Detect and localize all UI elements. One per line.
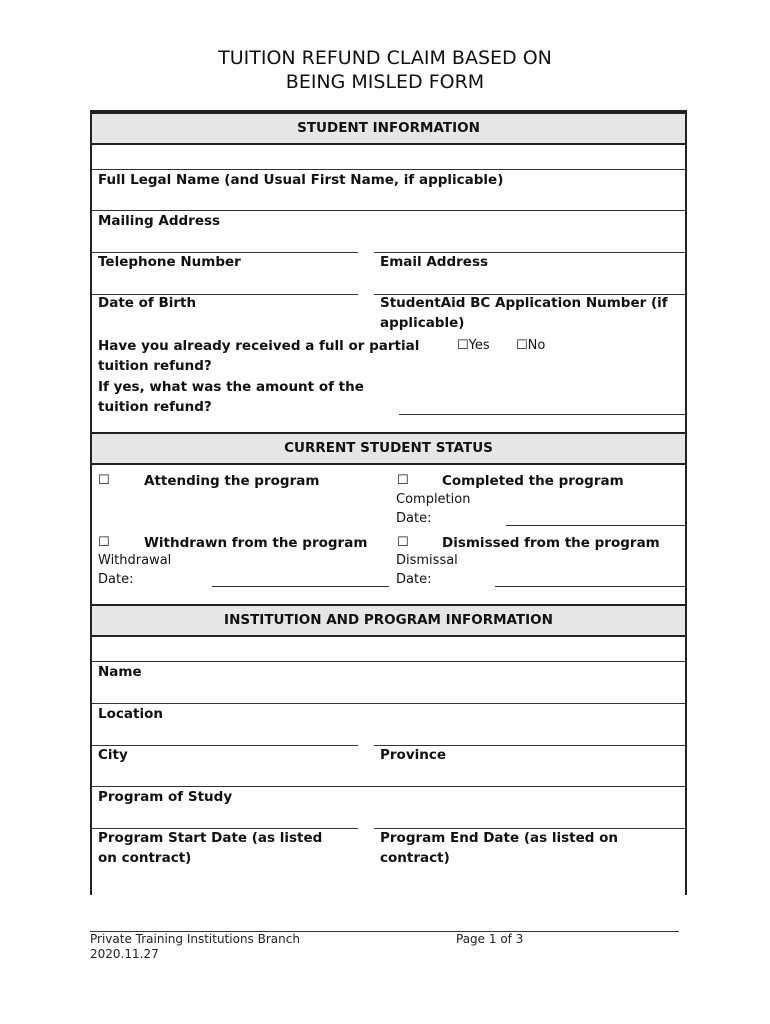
program-start-line-1: Program Start Date (as listed [98,830,323,846]
studentaid-label-line-2: applicable) [380,315,465,331]
dismissal-date-label [396,551,458,589]
refund-question-line-2: tuition refund? [98,358,212,374]
program-end-line-2: contract) [380,850,450,866]
completed-label: Completed the program [442,473,624,489]
withdrawn-checkbox[interactable]: ☐ [98,535,110,550]
refund-amount-line-1: If yes, what was the amount of the [98,379,364,395]
program-end-line-1: Program End Date (as listed on [380,830,619,846]
claim-form [90,110,687,895]
refund-amount-line-2: tuition refund? [98,399,212,415]
mailing-address-label: Mailing Address [98,213,221,229]
withdrawn-label: Withdrawn from the program [144,535,368,551]
email-label: Email Address [380,254,489,270]
province-label: Province [380,747,447,763]
institution-name-label: Name [98,664,142,680]
location-label: Location [98,706,163,722]
form-title-line-1: TUITION REFUND CLAIM BASED ON [218,47,552,69]
location-field[interactable] [92,745,358,746]
dismissal-date-line-1: Dismissal [396,553,458,568]
completion-date-line-2: Date: [396,511,432,526]
institution-name-field[interactable] [92,703,685,704]
refund-question-line-1: Have you already received a full or partial [98,338,420,354]
dismissal-date-line-2: Date: [396,572,432,587]
attending-label: Attending the program [144,473,320,489]
footer-date: 2020.11.27 [90,947,159,961]
city-label: City [98,747,128,763]
completion-date-field[interactable] [506,525,685,526]
program-start-line-2: on contract) [98,850,192,866]
program-of-study-label: Program of Study [98,789,233,805]
withdrawal-date-line-2: Date: [98,572,134,587]
student-status-heading: CURRENT STUDENT STATUS [90,432,687,465]
refund-amount-question [98,377,364,417]
student-info-heading: STUDENT INFORMATION [90,112,687,145]
withdrawal-date-label [98,551,171,589]
institution-heading: INSTITUTION AND PROGRAM INFORMATION [90,604,687,637]
dismissal-date-field[interactable] [495,586,685,587]
dob-label: Date of Birth [98,295,197,311]
telephone-label: Telephone Number [98,254,241,270]
withdrawal-date-field[interactable] [212,586,389,587]
withdrawal-date-line-1: Withdrawal [98,553,172,568]
program-start-label [98,828,322,868]
program-end-label [380,828,618,868]
attending-checkbox[interactable]: ☐ [98,473,110,488]
completed-checkbox[interactable]: ☐ [397,473,409,488]
footer-branch: Private Training Institutions Branch [90,932,300,946]
full-name-label: Full Legal Name (and Usual First Name, if applicable) [98,172,504,188]
divider [92,661,685,662]
form-title [0,46,770,94]
refund-no-checkbox[interactable]: ☐No [516,338,546,353]
dismissed-label: Dismissed from the program [442,535,660,551]
completion-date-line-1: Completion [396,492,471,507]
studentaid-label [380,293,668,333]
form-title-line-2: BEING MISLED FORM [285,71,485,93]
refund-yes-checkbox[interactable]: ☐Yes [457,338,490,353]
studentaid-label-line-1: StudentAid BC Application Number (if [380,295,668,311]
dismissed-checkbox[interactable]: ☐ [397,535,409,550]
footer-page-number: Page 1 of 3 [456,932,524,946]
completion-date-label [396,490,470,528]
refund-amount-field[interactable] [399,414,685,415]
refund-question [98,336,419,376]
